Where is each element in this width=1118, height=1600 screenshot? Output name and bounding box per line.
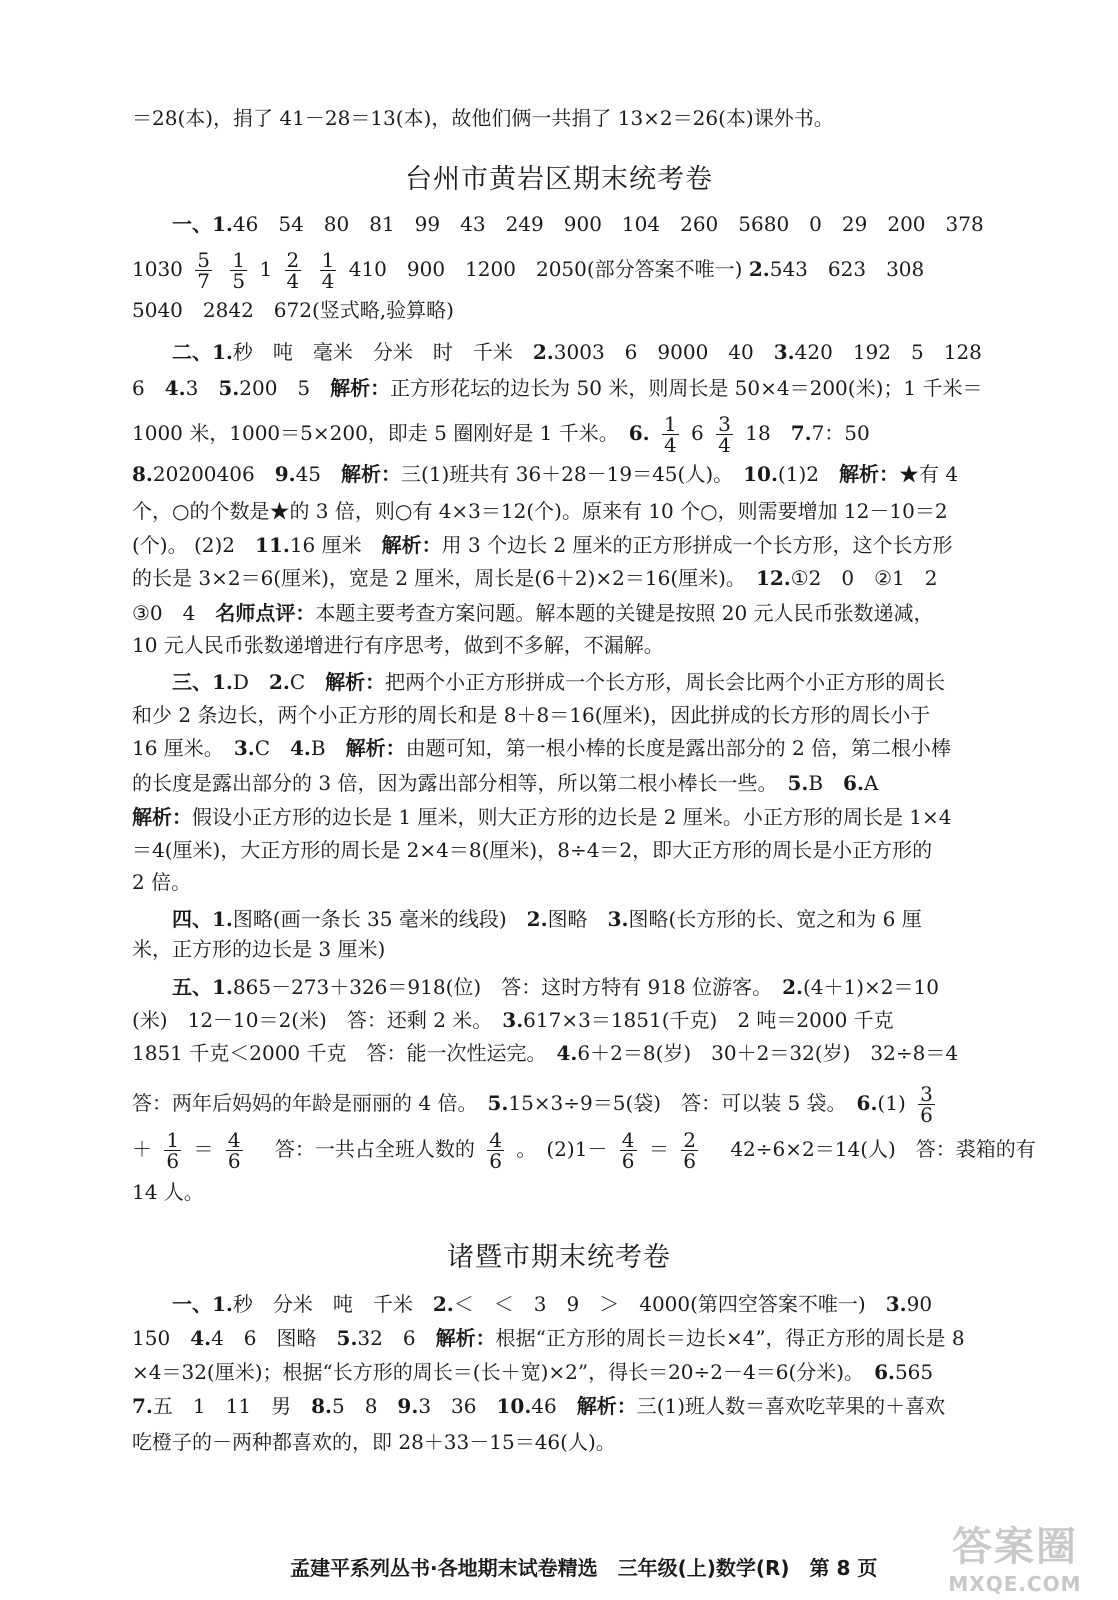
page-footer: 孟建平系列丛书·各地期末试卷精选 三年级(上)数学(R) 第 8 页 bbox=[290, 1556, 878, 1580]
fraction: $\frac{1}{6}$ bbox=[166, 1128, 180, 1173]
fraction: $\frac{1}{4}$ bbox=[663, 412, 677, 457]
fraction: $\frac{5}{7}$ bbox=[197, 248, 210, 293]
answer-line: 五、1.865－273＋326＝918(位) 答：这时方特有 918 位游客。 2.(4＋1)×2＝10 bbox=[172, 975, 939, 999]
answer-line: 二、1.秒 吨 毫米 分米 时 千米 2.3003 6 9000 40 3.420 192 5 128 bbox=[172, 340, 982, 364]
answer-line: 一、1.46 54 80 81 99 43 249 900 104 260 5680 0 29 200 378 bbox=[172, 212, 984, 236]
fraction: $\frac{3}{6}$ bbox=[920, 1082, 933, 1127]
answer-line: 三、1.D 2.C 解析：把两个小正方形拼成一个长方形，周长会比两个小正方形的周长 bbox=[172, 670, 946, 694]
answer-line: 和少 2 条边长，两个小正方形的周长和是 8＋8＝16(厘米)，因此拼成的长方形的周长小于 bbox=[132, 703, 931, 727]
fraction: $\frac{1}{5}$ bbox=[232, 248, 246, 293]
answer-line: ＝4(厘米)，大正方形的周长是 2×4＝8(厘米)，8÷4＝2，即大正方形的周长是小正方形的 bbox=[132, 838, 933, 862]
answer-line: 5040 2842 672(竖式略,验算略) bbox=[132, 298, 454, 322]
answer-line: 2 倍。 bbox=[132, 870, 192, 894]
answer-line: 16 厘米。 3.C 4.B 解析：由题可知，第一根小棒的长度是露出部分的 2 倍，第二根小棒 bbox=[132, 736, 952, 760]
answer-line: 吃橙子的－两种都喜欢的，即 28＋33－15＝46(人)。 bbox=[132, 1430, 616, 1454]
answer-line: 14 人。 bbox=[132, 1180, 204, 1204]
answer-line: 1851 千克＜2000 千克 答：能一次性运完。 4.6＋2＝8(岁) 30＋2＝32(岁) 32÷8＝4 bbox=[132, 1041, 959, 1065]
answer-line: 解析：假设小正方形的边长是 1 厘米，则大正方形的边长是 2 厘米。小正方形的周长是 1×4 bbox=[132, 805, 952, 829]
section-title-taizhou: 台州市黄岩区期末统考卷 bbox=[405, 164, 713, 195]
answer-line: 7.五 1 11 男 8.5 8 9.3 36 10.46 解析：三(1)班人数＝喜欢吃苹果的＋喜欢 bbox=[132, 1394, 946, 1418]
answer-line: (米) 12－10＝2(米) 答：还剩 2 米。 3.617×3＝1851(千克) 2 吨＝2000 千克 bbox=[132, 1008, 894, 1032]
answer-line: ×4＝32(厘米)；根据“长方形的周长＝(长＋宽)×2”，得长＝20÷2－4＝6(分米)。 6.565 bbox=[132, 1360, 934, 1384]
fraction: $\frac{1}{4}$ bbox=[321, 248, 335, 293]
answer-line: 10 元人民币张数递增进行有序思考，做到不多解，不漏解。 bbox=[132, 633, 664, 657]
answer-line: 个，○的个数是★的 3 倍，则○有 4×3＝12(个)。原来有 10 个○，则需要增加 12－10＝2 bbox=[132, 499, 948, 523]
fraction: $\frac{2}{6}$ bbox=[683, 1128, 696, 1173]
answer-line: 一、1.秒 分米 吨 千米 2.＜ ＜ 3 9 ＞ 4000(第四空答案不唯一) 3.90 bbox=[172, 1292, 933, 1316]
answer-line: 8.20200406 9.45 解析：三(1)班共有 36＋28－19＝45(人)。 10.(1)2 解析：★有 4 bbox=[132, 462, 959, 486]
answer-line: (个)。 (2)2 11.16 厘米 解析：用 3 个边长 2 厘米的正方形拼成一个长方形，这个长方形 bbox=[132, 533, 953, 557]
answer-line: 的长度是露出部分的 3 倍，因为露出部分相等，所以第二根小棒长一些。 5.B 6.A bbox=[132, 771, 879, 795]
answer-line: 四、1.图略(画一条长 35 毫米的线段) 2.图略 3.图略(长方形的长、宽之和为 6 厘 bbox=[172, 907, 922, 931]
answer-line: 米，正方形的边长是 3 厘米) bbox=[132, 937, 386, 961]
answer-line: 6 4.3 5.200 5 解析：正方形花坛的边长为 50 米，则周长是 50×4＝200(米)；1 千米＝ bbox=[132, 376, 983, 400]
watermark-logo: 答案圈 MXQE.COM bbox=[948, 1524, 1082, 1596]
answer-line: 的长是 3×2＝6(厘米)，宽是 2 厘米，周长是(6＋2)×2＝16(厘米)。 12.①2 0 ②1 2 bbox=[132, 566, 938, 590]
fraction: $\frac{3}{4}$ bbox=[718, 412, 731, 457]
answer-line: 150 4.4 6 图略 5.32 6 解析：根据“正方形的周长＝边长×4”，得正方形的周长是 8 bbox=[132, 1326, 965, 1350]
answer-line: 答：两年后妈妈的年龄是丽丽的 4 倍。 5.15×3÷9＝5(袋) 答：可以装 5 袋。 6.(1) $\frac{3}{6}$ bbox=[132, 1082, 933, 1127]
answer-line: ＋ $\frac{1}{6}$ ＝ $\frac{4}{6}$ 答：一共占全班人数的 $\frac{4}{6}$ 。 (2)1－ $\frac{4}{6}$ ＝ $\frac{2}{6}$ 42÷6×2＝14(人) 答：裘箱的有 bbox=[132, 1128, 1036, 1173]
section-title-zhuji: 诸暨市期末统考卷 bbox=[447, 1242, 671, 1273]
answer-line: 1030 $\frac{5}{7}$ $\frac{1}{5}$ 1 $\frac{2}{4}$ $\frac{1}{4}$ 410 900 1200 2050(部分答案不唯一) 2.543 623 308 bbox=[132, 248, 925, 293]
fraction: $\frac{4}{6}$ bbox=[489, 1128, 502, 1173]
fraction: $\frac{2}{4}$ bbox=[286, 248, 300, 293]
fraction: $\frac{4}{6}$ bbox=[621, 1128, 635, 1173]
answer-line: 1000 米，1000＝5×200，即走 5 圈刚好是 1 千米。 6. $\frac{1}{4}$ 6 $\frac{3}{4}$ 18 7.7：50 bbox=[132, 412, 870, 457]
answer-line: ③0 4 名师点评：本题主要考查方案问题。解本题的关键是按照 20 元人民币张数递减， bbox=[132, 601, 934, 625]
continuation-line: ＝28(本)，捐了 41－28＝13(本)，故他们俩一共捐了 13×2＝26(本)课外书。 bbox=[132, 106, 834, 130]
fraction: $\frac{4}{6}$ bbox=[227, 1128, 241, 1173]
